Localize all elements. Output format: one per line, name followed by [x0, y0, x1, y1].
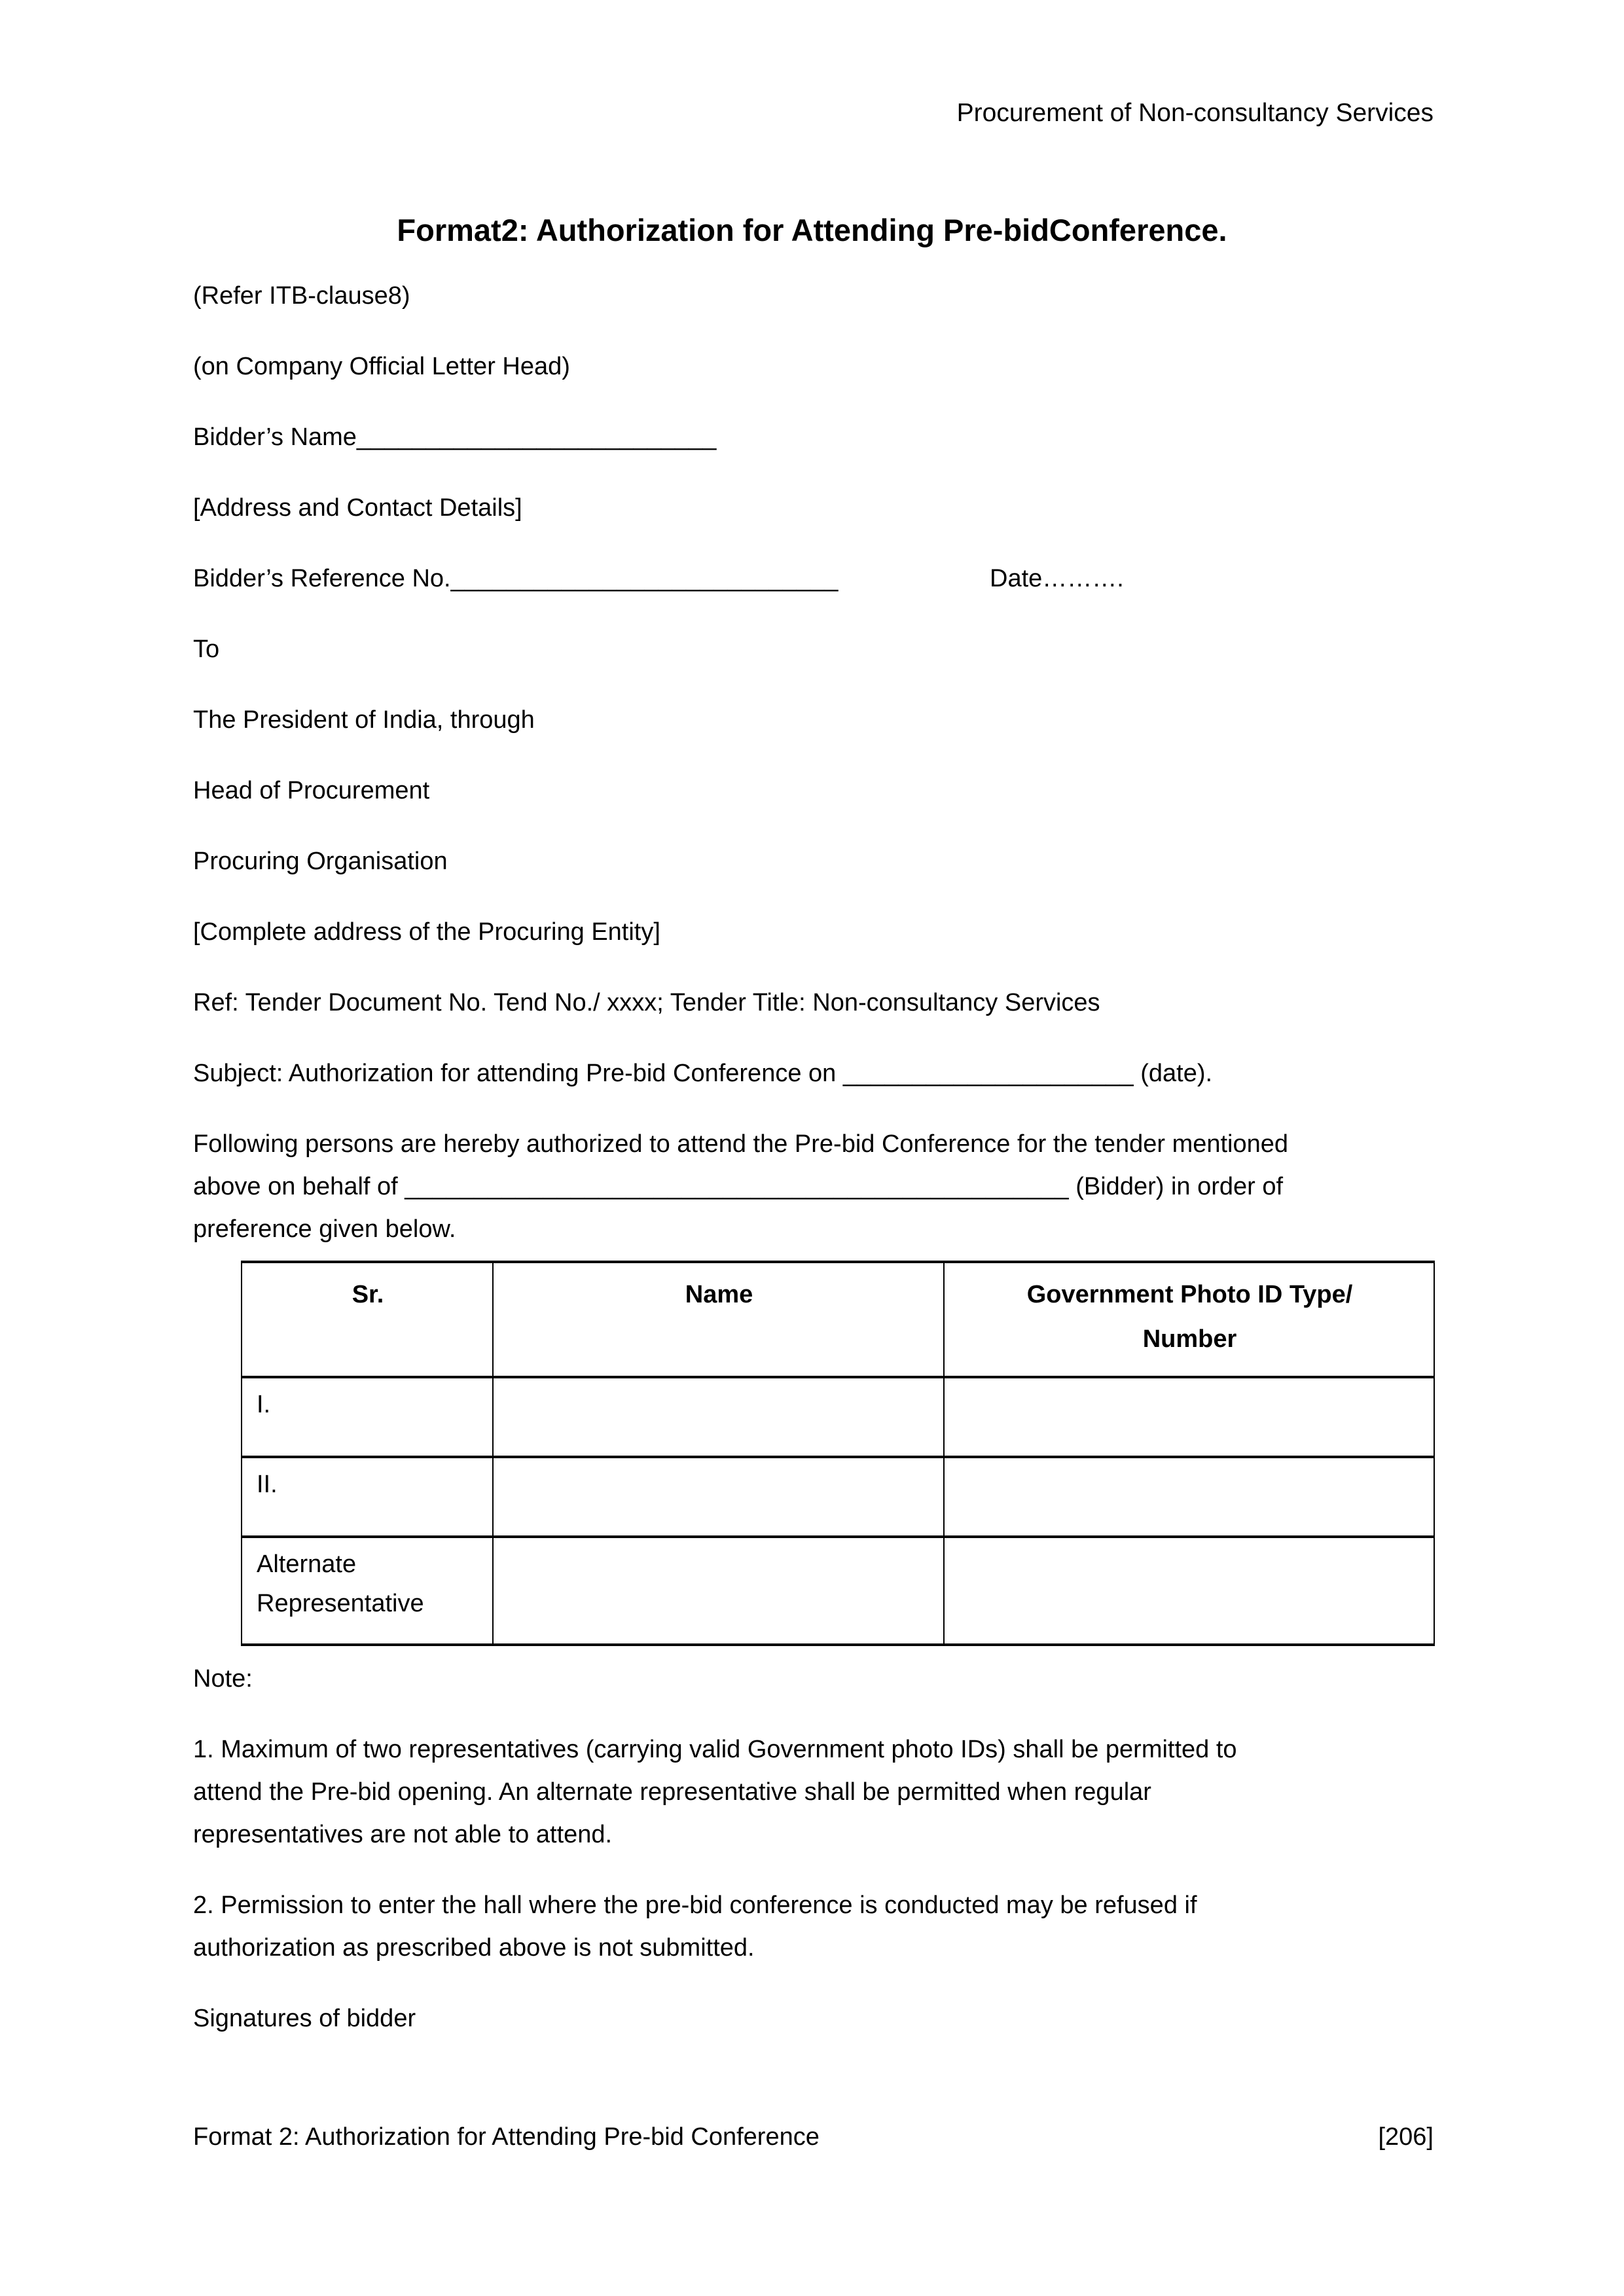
- document-footer: [193, 2121, 1434, 2153]
- to-line: To: [193, 636, 220, 663]
- signatures-line: Signatures of bidder: [193, 2005, 416, 2032]
- refer-note: (Refer ITB-clause8): [193, 282, 410, 310]
- entity-address-line: [Complete address of the Procuring Entity]: [193, 918, 660, 946]
- table-row: [242, 1457, 1434, 1537]
- cell-id-alternate: [944, 1537, 1434, 1645]
- header-cell-sr: Sr.: [242, 1262, 493, 1377]
- president-line: The President of India, through: [193, 706, 535, 734]
- document-header: Procurement of Non-consultancy Services: [956, 99, 1434, 127]
- table-row: [242, 1377, 1434, 1457]
- head-of-procurement-line: Head of Procurement: [193, 777, 430, 804]
- header-cell-id: Government Photo ID Type/ Number: [944, 1262, 1434, 1377]
- cell-sr-2: II.: [242, 1457, 493, 1537]
- ref-line: Ref: Tender Document No. Tend No./ xxxx; Tender Title: Non-consultancy Services: [193, 989, 1100, 1016]
- note-2: 2. Permission to enter the hall where the pre-bid conference is conducted may be refused if authorization as prescribed above is not submitted.: [193, 1892, 1197, 1962]
- document-body: [193, 275, 1431, 2068]
- authorization-paragraph: Following persons are hereby authorized to attend the Pre-bid Conference for the tender mentioned above on behalf of ________________________________________________ (Bidder) in order of preference given below.: [193, 1130, 1289, 1243]
- cell-name-alternate: [493, 1537, 944, 1645]
- cell-name-1: [493, 1377, 944, 1457]
- page-title: Format2: Authorization for Attending Pre-bidConference.: [397, 213, 1227, 247]
- note-label: Note:: [193, 1665, 253, 1693]
- note-1: 1. Maximum of two representatives (carrying valid Government photo IDs) shall be permitted to attend the Pre-bid opening. An alternate representative shall be permitted when regular representatives are not able to attend.: [193, 1736, 1237, 1848]
- cell-sr-1: I.: [242, 1377, 493, 1457]
- footer-page-number: [206]: [1378, 2123, 1434, 2151]
- representatives-table: [241, 1261, 1435, 1646]
- table-row: [242, 1537, 1434, 1645]
- letterhead-note: (on Company Official Letter Head): [193, 353, 570, 380]
- cell-name-2: [493, 1457, 944, 1537]
- cell-id-2: [944, 1457, 1434, 1537]
- cell-id-1: [944, 1377, 1434, 1457]
- cell-sr-alternate: Alternate Representative: [242, 1537, 493, 1645]
- date-field: Date……….: [990, 565, 1124, 592]
- table-header-row: [242, 1262, 1434, 1377]
- bidder-name-line: Bidder’s Name__________________________: [193, 423, 717, 451]
- subject-line: Subject: Authorization for attending Pre-bid Conference on _____________________ (date).: [193, 1060, 1213, 1087]
- reference-line: [193, 558, 1431, 600]
- address-line: [Address and Contact Details]: [193, 494, 522, 522]
- bidder-reference-field: Bidder’s Reference No.____________________________: [193, 565, 839, 592]
- procuring-organisation-line: Procuring Organisation: [193, 848, 448, 875]
- header-cell-name: Name: [493, 1262, 944, 1377]
- footer-title: Format 2: Authorization for Attending Pre-bid Conference: [193, 2123, 820, 2151]
